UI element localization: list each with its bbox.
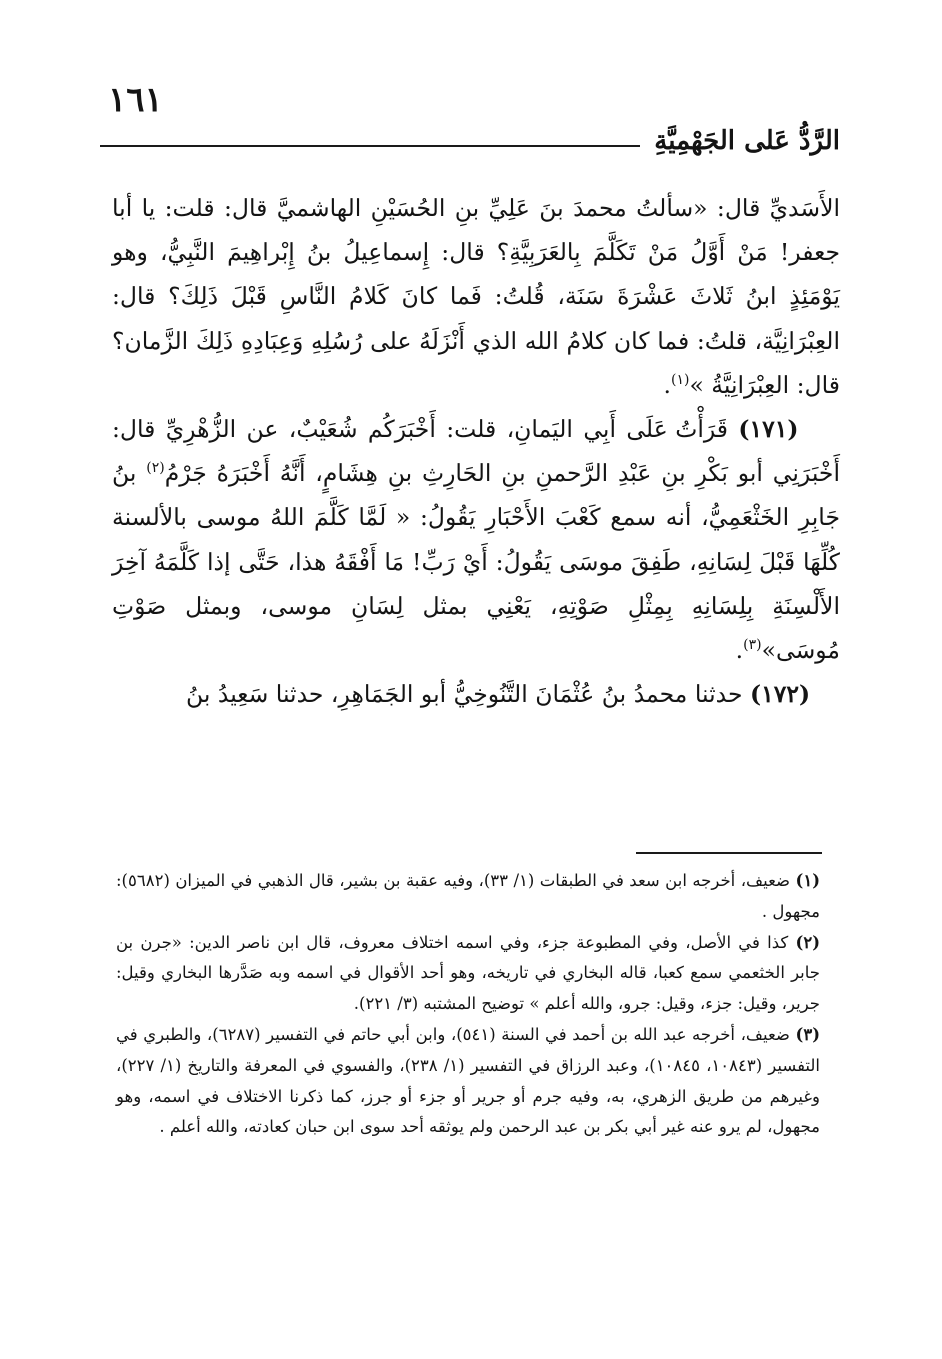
running-head-title: الرَّدُّ عَلى الجَهْمِيَّةِ: [654, 126, 840, 156]
paragraph-text: قَرَأْتُ عَلَى أَبِي اليَمانِ، قلت: أَخْبَرَكُم شُعَيْبٌ، عن الزُّهْرِيِّ قال: أَخْبَرَنِي أبو بَكْرِ بنِ عَبْدِ الرَّحمنِ بنِ الحَارِثِ بنِ هِشَامٍ، أَنَّهُ أَخْبَرَهُ جَرْمُ: [112, 415, 840, 488]
footnote-1: [116, 866, 820, 928]
paragraph-text: الأَسَديِّ قال: «سألتُ محمدَ بنَ عَلِيِّ بنِ الحُسَيْنِ الهاشميَّ قال: قلت: يا أبا جعفر! مَنْ أَوَّلُ مَنْ تَكَلَّمَ بِالعَرَبِيَّةِ؟ قال: إِسماعِيلُ بنُ إِبْراهِيمَ النَّبِيُّ، وهو يَوْمَئِذٍ ابنُ ثَلاثَ عَشْرَةَ سَنَة، قُلتُ: فَما كانَ كَلامُ النَّاسِ قَبْلَ ذَلِكَ؟ قال: العِبْرَانِيَّة، قلتُ: فما كان كلامُ الله الذي أَنْزَلَهُ على رُسُلِهِ وَعِبَادِهِ ذَلِكَ الزَّمان؟ قال: العِبْرَانِيَّةُ »: [112, 194, 840, 399]
footnote-2: [116, 928, 820, 1020]
footnote-text: ضعيف، أخرجه ابن سعد في الطبقات (١/ ٣٣)، وفيه عقبة بن بشير، قال الذهبي في الميزان (٥٦٨٢): مجهول .: [116, 871, 820, 921]
footnote-ref: (٣): [743, 637, 762, 654]
page-number: ١٦١: [108, 80, 163, 120]
hadith-number: (١٧١): [738, 415, 799, 444]
footnote-ref: (٢): [146, 460, 165, 477]
footnote-ref: (١): [670, 371, 690, 388]
footnote-number: (٣): [795, 1024, 821, 1044]
paragraph-tail: .: [663, 370, 671, 399]
footnote-number: (٢): [795, 932, 820, 952]
running-head: [100, 118, 840, 178]
main-text: [112, 186, 840, 716]
hadith-number: (١٧٢): [749, 680, 811, 709]
footnote-text: ضعيف، أخرجه عبد الله بن أحمد في السنة (٥٤١)، وابن أبي حاتم في التفسير (٦٢٨٧)، والطبري في التفسير (١٠٨٤٣، ١٠٨٤٥)، وعبد الرزاق في التفسير (١/ ٢٣٨)، والفسوي في المعرفة والتاريخ (١/ ٢٢٧)، وغيرهم من طريق الزهري، به، وفيه جرم أو جرير أو جزء أو جرز، كما ذكرنا الاختلاف في اسمه، وهو مجهول، لم يرو عنه غير أبي بكر بن عبد الرحمن ولم يوثقه أحد سوى ابن حبان كعادته، والله أعلم .: [116, 1024, 820, 1137]
footnote-3: [116, 1020, 820, 1143]
footnote-rule-line: [636, 852, 822, 854]
paragraph-text-continued: بنُ جَابِرِ الخَثْعَمِيُّ، أنه سمع كَعْبَ الأَحْبَارِ يَقُولُ: « لَمَّا كَلَّمَ اللهُ موسى بالألسنة كُلِّهَا قَبْلَ لِسَانِهِ، طَفِقَ موسَى يَقُولُ: أَيْ رَبِّ! مَا أَفْقَهُ هذا، حَتَّى إذا كَلَّمَهُ آخِرَ الأَلْسِنَةِ بِلِسَانِهِ بِمِثْلِ صَوْتِهِ، يَعْنِي بمثل لِسَانِ موسى، وبمثل صَوْتِ مُوسَى»: [112, 459, 840, 665]
footnotes: [116, 866, 820, 1143]
paragraph-text: حدثنا محمدُ بنُ عُثْمَانَ التَّنُوخِيُّ أبو الجَمَاهِرِ، حدثنا سَعِيدُ بنُ: [185, 680, 743, 709]
paragraph-tail: .: [735, 636, 744, 665]
paragraph-171: [112, 407, 840, 672]
paragraph-172: [112, 672, 840, 716]
header-rule: [100, 145, 640, 147]
paragraph-170-continuation: [112, 186, 840, 407]
footnote-text: كذا في الأصل، وفي المطبوعة جزء، وفي اسمه اختلاف معروف، قال ابن ناصر الدين: «جرن بن جابر الخثعمي سمع كعبا، قاله البخاري في تاريخه، وهو أحد الأقوال في اسمه وبه صَدَّرها البخاري وقيل: جرير، وقيل: جزء، وقيل: جرو، والله أعلم » توضيح المشتبه (٣/ ٢٢١).: [116, 932, 820, 1014]
footnote-number: (١): [795, 871, 820, 890]
